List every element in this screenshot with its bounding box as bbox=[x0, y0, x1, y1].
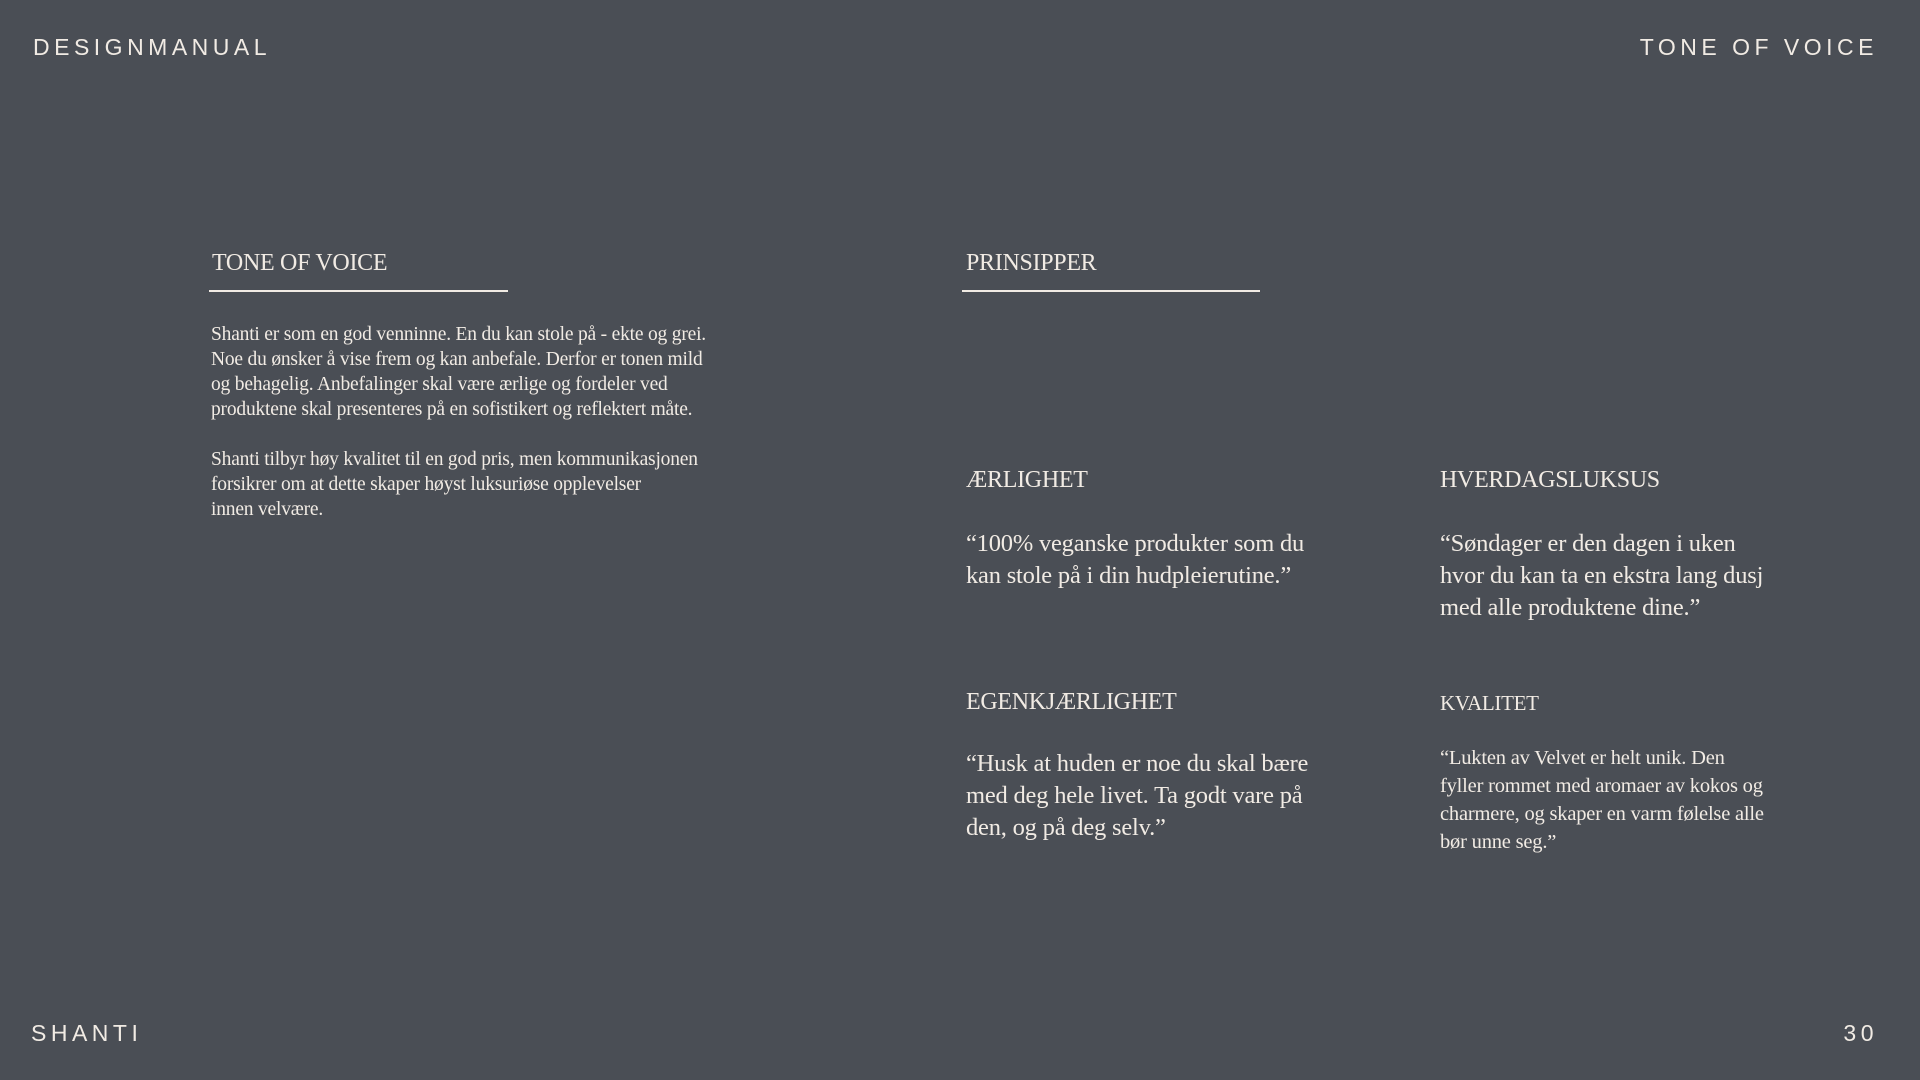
footer-brand: SHANTI bbox=[31, 1020, 143, 1046]
header-document-title: DESIGNMANUAL bbox=[33, 34, 272, 60]
principle-title-everyday-luxury: HVERDAGSLUKSUS bbox=[1440, 467, 1660, 493]
principle-quote-self-love: “Husk at huden er noe du skal bære med deg hele livet. Ta godt vare på den, og på deg selv.” bbox=[966, 750, 1309, 841]
intro-paragraph-1: Shanti er som en god venninne. En du kan stole på - ekte og grei. Noe du ønsker å vise frem og kan anbefale. Derfor er tonen mild og behagelig. Anbefalinger skal være ærlige og fordeler ved produktene skal presenteres på en sofistikert og reflektert måte. bbox=[211, 324, 706, 420]
principles-heading: PRINSIPPER bbox=[966, 250, 1097, 276]
principle-title-self-love: EGENKJÆRLIGHET bbox=[966, 689, 1177, 715]
principle-title-honesty: ÆRLIGHET bbox=[966, 467, 1088, 493]
tone-of-voice-heading: TONE OF VOICE bbox=[212, 250, 388, 276]
principle-title-quality: KVALITET bbox=[1440, 691, 1539, 715]
footer-page-number: 30 bbox=[1843, 1020, 1878, 1046]
principle-quote-everyday-luxury: “Søndager er den dagen i uken hvor du kan ta en ekstra lang dusj med alle produktene dine.” bbox=[1440, 530, 1764, 621]
principle-quote-quality: “Lukten av Velvet er helt unik. Den fyller rommet med aromaer av kokos og charmere, og skaper en varm følelse alle bør unne seg.” bbox=[1440, 747, 1764, 853]
principles-underline bbox=[962, 290, 1260, 292]
intro-paragraph-2: Shanti tilbyr høy kvalitet til en god pris, men kommunikasjonen forsikrer om at dette skaper høyst luksuriøse opplevelser innen velvære. bbox=[211, 449, 698, 520]
header-section-title: TONE OF VOICE bbox=[1639, 34, 1878, 60]
tone-of-voice-body bbox=[211, 322, 811, 547]
principle-quote-honesty: “100% veganske produkter som du kan stole på i din hudpleierutine.” bbox=[966, 530, 1305, 589]
tone-of-voice-underline bbox=[209, 290, 508, 292]
